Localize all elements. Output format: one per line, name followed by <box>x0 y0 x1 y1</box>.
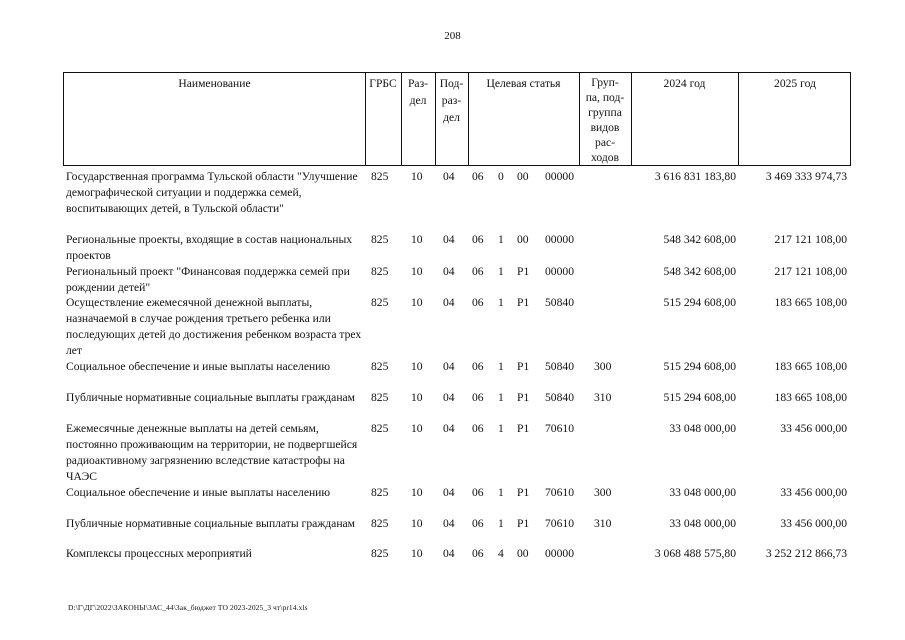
cell-amount-2025: 183 665 108,00 <box>774 391 847 404</box>
cell-razdel: 10 <box>411 265 423 278</box>
cell-direction-code: 70610 <box>545 422 574 435</box>
cell-subprogram-code: 1 <box>498 517 504 530</box>
cell-subprogram-code: 1 <box>498 422 504 435</box>
cell-name: Ежемесячные денежные выплаты на детей семьям, постоянно проживающим на территории, не подвергшейся радиоактивному загрязнению вследствие катастрофы на ЧАЭС <box>66 422 358 483</box>
cell-amount-2025: 33 456 000,00 <box>780 486 847 499</box>
cell-razdel: 10 <box>411 517 423 530</box>
cell-subprogram-code: 1 <box>498 391 504 404</box>
cell-amount-2025: 3 469 333 974,73 <box>765 170 847 183</box>
cell-razdel: 10 <box>411 422 423 435</box>
cell-program-code: 06 <box>472 517 484 530</box>
cell-amount-2025: 217 121 108,00 <box>774 265 847 278</box>
cell-project-code: 00 <box>517 170 529 183</box>
cell-project-code: P1 <box>517 391 530 404</box>
cell-podrazdel: 04 <box>443 265 455 278</box>
cell-name: Региональные проекты, входящие в состав национальных проектов <box>66 233 353 262</box>
cell-subprogram-code: 1 <box>498 486 504 499</box>
cell-grbs: 825 <box>371 547 389 560</box>
cell-project-code: P1 <box>517 360 530 373</box>
header-target-article: Целевая статья <box>486 77 561 90</box>
cell-grbs: 825 <box>371 517 389 530</box>
cell-grbs: 825 <box>371 422 389 435</box>
cell-subprogram-code: 1 <box>498 296 504 309</box>
cell-direction-code: 50840 <box>545 360 574 373</box>
cell-amount-2024: 33 048 000,00 <box>669 517 736 530</box>
cell-amount-2024: 3 616 831 183,80 <box>654 170 736 183</box>
cell-razdel: 10 <box>411 360 423 373</box>
footer-file-path: D:\Г\ДГ\2022\ЗАКОНЫ\ЗАС_44\Зак_бюджет ТО 2023-2025_3 чт\pr14.xls <box>68 603 308 612</box>
cell-name: Социальное обеспечение и иные выплаты населению <box>66 360 331 373</box>
cell-program-code: 06 <box>472 422 484 435</box>
cell-podrazdel: 04 <box>443 517 455 530</box>
cell-direction-code: 00000 <box>545 265 574 278</box>
cell-expense-group: 310 <box>594 391 612 404</box>
cell-direction-code: 00000 <box>545 547 574 560</box>
cell-program-code: 06 <box>472 265 484 278</box>
header-2024: 2024 год <box>663 77 706 90</box>
cell-grbs: 825 <box>371 233 389 246</box>
cell-project-code: 00 <box>517 233 529 246</box>
cell-amount-2024: 515 294 608,00 <box>663 360 736 373</box>
cell-amount-2025: 183 665 108,00 <box>774 360 847 373</box>
cell-expense-group: 300 <box>594 486 612 499</box>
cell-direction-code: 70610 <box>545 486 574 499</box>
cell-program-code: 06 <box>472 296 484 309</box>
cell-program-code: 06 <box>472 360 484 373</box>
cell-name: Комплексы процессных мероприятий <box>66 547 252 560</box>
cell-razdel: 10 <box>411 233 423 246</box>
cell-amount-2024: 515 294 608,00 <box>663 391 736 404</box>
cell-grbs: 825 <box>371 170 389 183</box>
cell-amount-2024: 3 068 488 575,80 <box>654 547 736 560</box>
cell-podrazdel: 04 <box>443 360 455 373</box>
cell-subprogram-code: 1 <box>498 360 504 373</box>
cell-project-code: P1 <box>517 517 530 530</box>
cell-direction-code: 00000 <box>545 233 574 246</box>
page-number: 208 <box>444 30 461 42</box>
cell-razdel: 10 <box>411 296 423 309</box>
cell-amount-2025: 217 121 108,00 <box>774 233 847 246</box>
cell-amount-2024: 548 342 608,00 <box>663 233 736 246</box>
cell-name: Публичные нормативные социальные выплаты гражданам <box>66 517 355 530</box>
cell-expense-group: 300 <box>594 360 612 373</box>
cell-podrazdel: 04 <box>443 296 455 309</box>
header-expense-group: Груп- па, под- группа видов рас- ходов <box>585 76 625 164</box>
header-podrazdel: Под- раз- дел <box>439 77 464 124</box>
cell-amount-2024: 548 342 608,00 <box>663 265 736 278</box>
cell-project-code: 00 <box>517 547 529 560</box>
cell-subprogram-code: 4 <box>498 547 504 560</box>
header-razdel: Раз- дел <box>407 77 429 107</box>
cell-program-code: 06 <box>472 170 484 183</box>
cell-grbs: 825 <box>371 360 389 373</box>
cell-amount-2024: 33 048 000,00 <box>669 486 736 499</box>
cell-razdel: 10 <box>411 170 423 183</box>
cell-project-code: P1 <box>517 296 530 309</box>
cell-amount-2024: 33 048 000,00 <box>669 422 736 435</box>
cell-name: Государственная программа Тульской области "Улучшение демографической ситуации и поддержка семей, воспитывающих детей, в Тульской области" <box>66 170 358 215</box>
cell-expense-group: 310 <box>594 517 612 530</box>
cell-podrazdel: 04 <box>443 391 455 404</box>
cell-project-code: P1 <box>517 486 530 499</box>
cell-grbs: 825 <box>371 486 389 499</box>
cell-subprogram-code: 1 <box>498 233 504 246</box>
cell-project-code: P1 <box>517 265 530 278</box>
table-header <box>63 72 851 166</box>
cell-podrazdel: 04 <box>443 422 455 435</box>
cell-razdel: 10 <box>411 391 423 404</box>
cell-podrazdel: 04 <box>443 547 455 560</box>
cell-name: Региональный проект "Финансовая поддержка семей при рождении детей" <box>66 265 350 294</box>
cell-razdel: 10 <box>411 486 423 499</box>
cell-grbs: 825 <box>371 265 389 278</box>
cell-program-code: 06 <box>472 486 484 499</box>
cell-amount-2025: 33 456 000,00 <box>780 517 847 530</box>
cell-podrazdel: 04 <box>443 233 455 246</box>
cell-amount-2025: 33 456 000,00 <box>780 422 847 435</box>
cell-direction-code: 00000 <box>545 170 574 183</box>
cell-subprogram-code: 1 <box>498 265 504 278</box>
cell-name: Публичные нормативные социальные выплаты гражданам <box>66 391 355 404</box>
cell-grbs: 825 <box>371 391 389 404</box>
cell-podrazdel: 04 <box>443 170 455 183</box>
cell-direction-code: 50840 <box>545 391 574 404</box>
cell-subprogram-code: 0 <box>498 170 504 183</box>
cell-program-code: 06 <box>472 233 484 246</box>
cell-grbs: 825 <box>371 296 389 309</box>
cell-program-code: 06 <box>472 391 484 404</box>
header-grbs: ГРБС <box>369 77 397 90</box>
cell-project-code: P1 <box>517 422 530 435</box>
cell-razdel: 10 <box>411 547 423 560</box>
cell-direction-code: 70610 <box>545 517 574 530</box>
cell-name: Социальное обеспечение и иные выплаты населению <box>66 486 331 499</box>
cell-direction-code: 50840 <box>545 296 574 309</box>
cell-amount-2024: 515 294 608,00 <box>663 296 736 309</box>
cell-name: Осуществление ежемесячной денежной выплаты, назначаемой в случае рождения третьего ребенка или последующих детей до достижения ребенком возраста трех лет <box>66 296 362 357</box>
cell-program-code: 06 <box>472 547 484 560</box>
cell-podrazdel: 04 <box>443 486 455 499</box>
header-2025: 2025 год <box>774 77 816 90</box>
cell-amount-2025: 3 252 212 866,73 <box>765 547 847 560</box>
cell-amount-2025: 183 665 108,00 <box>774 296 847 309</box>
header-name: Наименование <box>178 77 251 90</box>
